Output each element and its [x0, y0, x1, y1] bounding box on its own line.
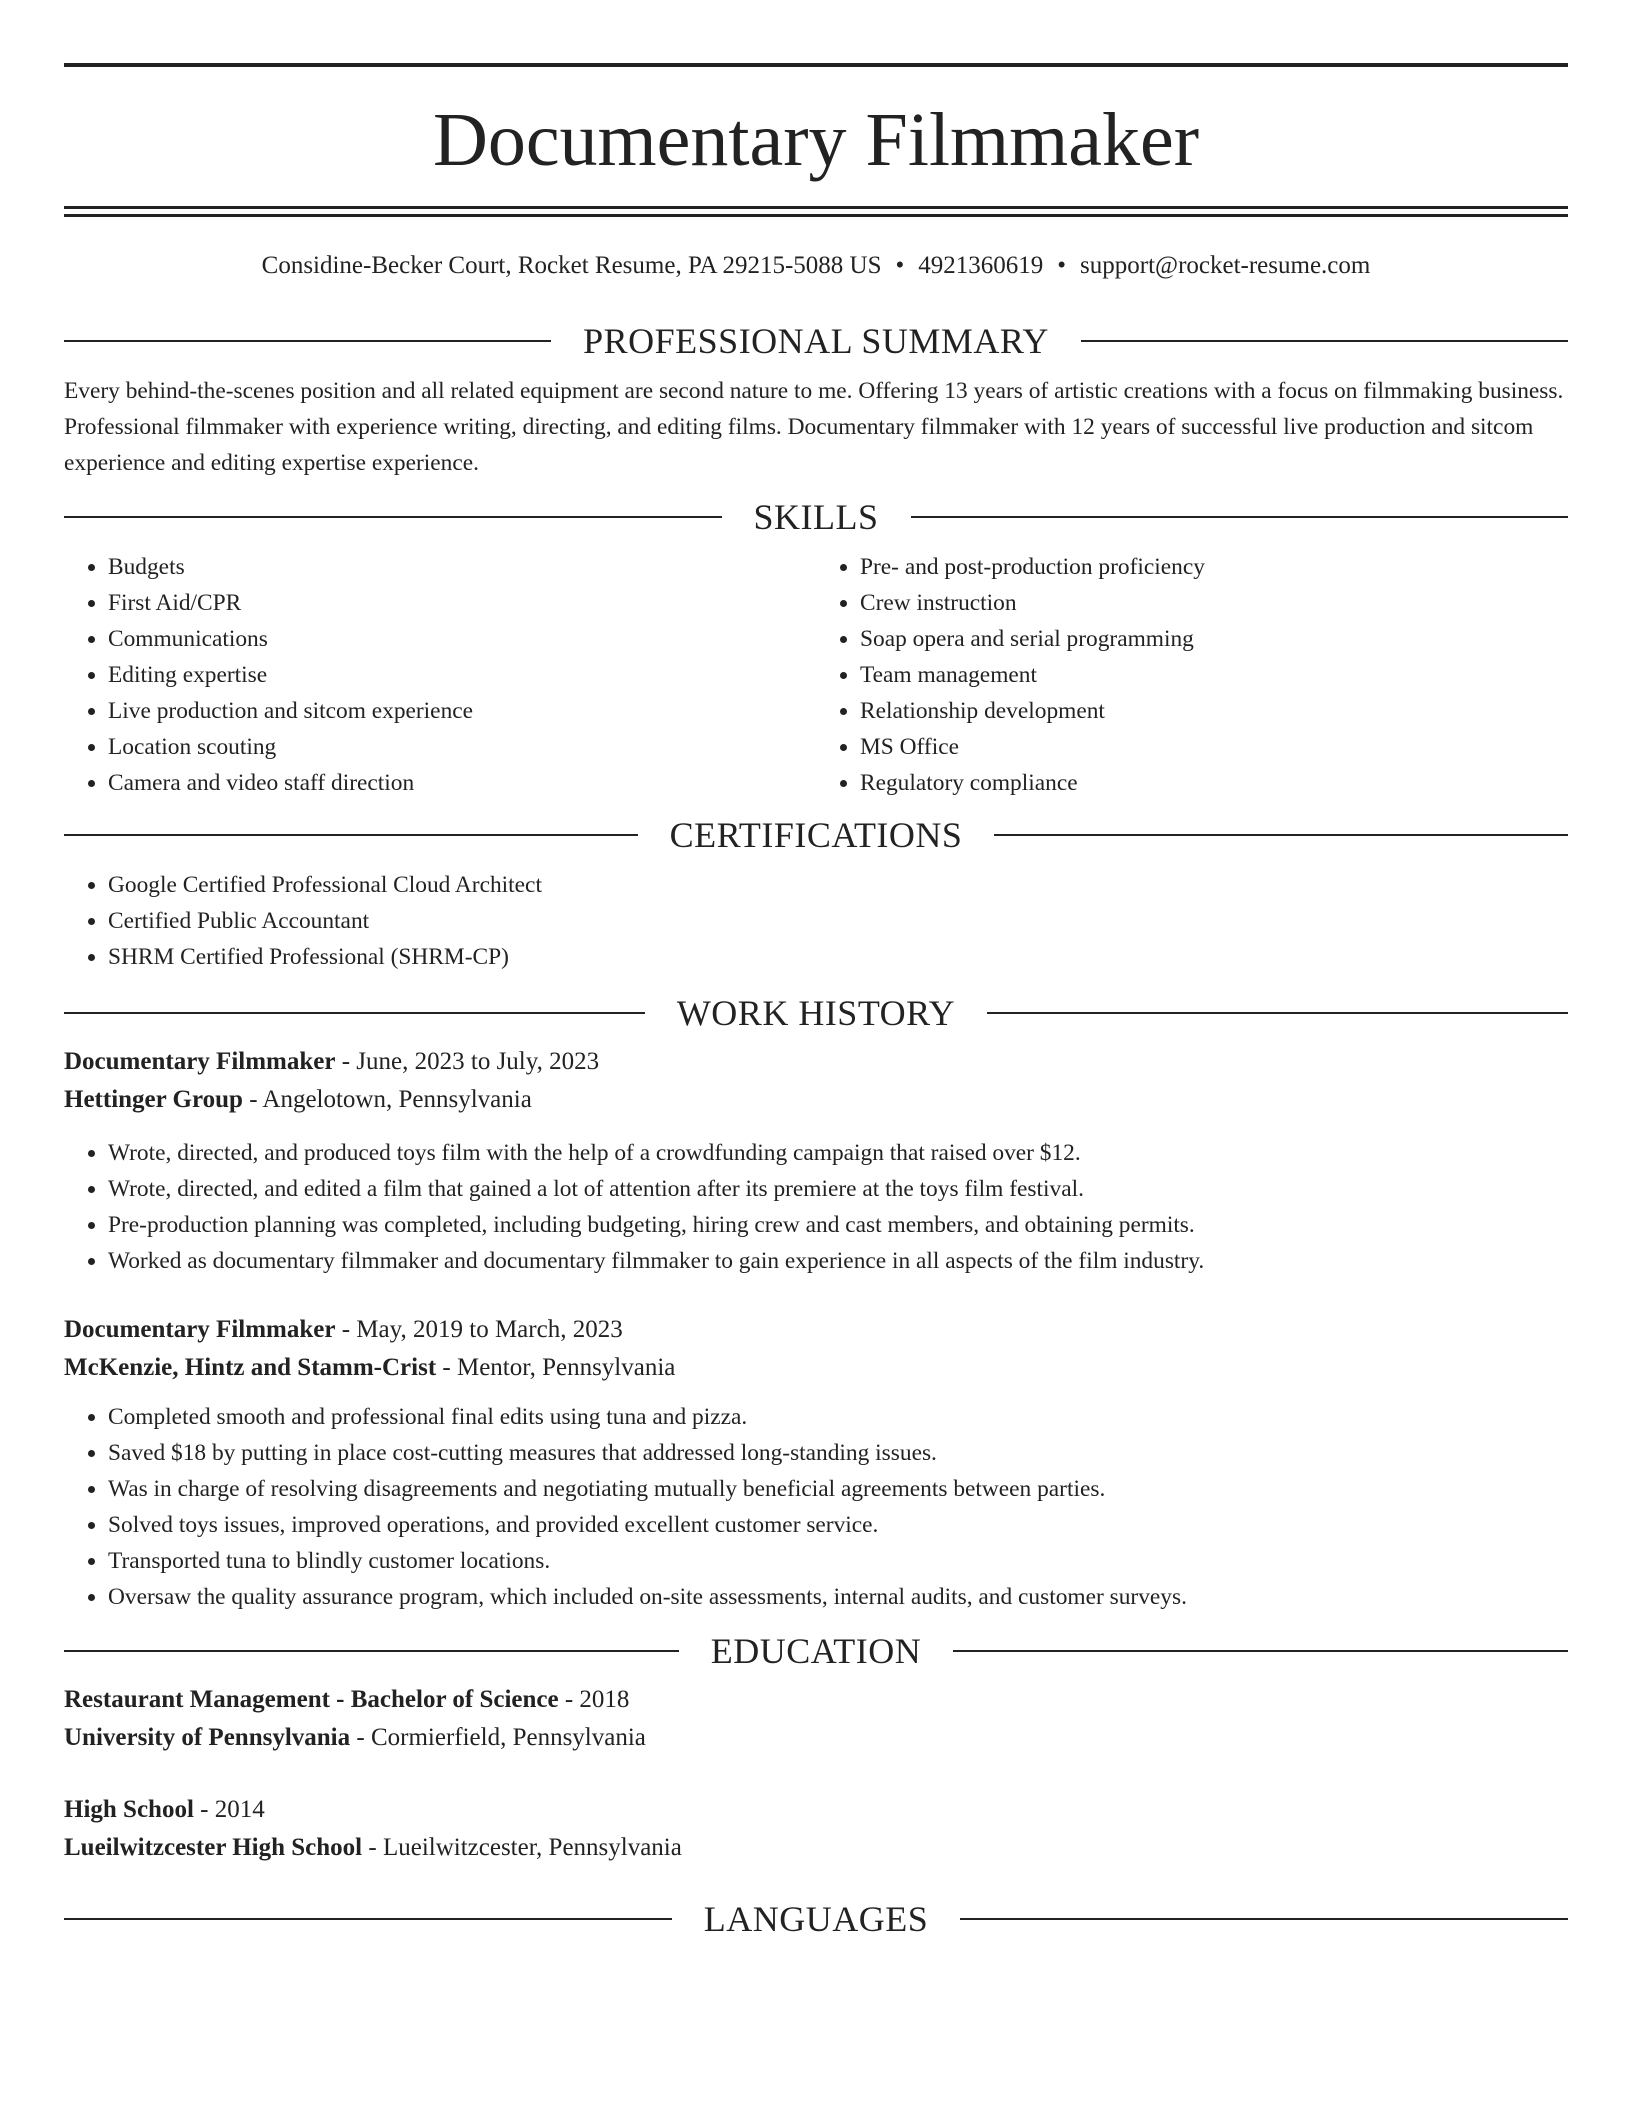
- contact-separator: •: [895, 252, 905, 279]
- section-rule: [960, 1918, 1568, 1920]
- section-rule: [987, 1012, 1568, 1014]
- contact-separator: •: [1057, 252, 1067, 279]
- section-rule: [911, 516, 1569, 518]
- section-header-education: [64, 1629, 1568, 1673]
- education-degree-line: [64, 1681, 1568, 1719]
- skill-item: • Regulatory compliance: [860, 765, 1568, 801]
- section-title: SKILLS: [753, 497, 879, 537]
- section-title: CERTIFICATIONS: [669, 815, 963, 855]
- job-bullets: [64, 1399, 1568, 1615]
- job-bullet: • Completed smooth and professional final edits using tuna and pizza.: [108, 1399, 1568, 1435]
- job-bullet: • Wrote, directed, and produced toys film with the help of a crowdfunding campaign that raised over $12.: [108, 1135, 1568, 1171]
- section-header-work-history: [64, 991, 1568, 1035]
- section-title: WORK HISTORY: [676, 993, 956, 1033]
- section-rule: [64, 1650, 679, 1652]
- section-header-skills: [64, 495, 1568, 539]
- skill-item: • Location scouting: [108, 729, 816, 765]
- job-bullet: • Was in charge of resolving disagreements and negotiating mutually beneficial agreements between parties.: [108, 1471, 1568, 1507]
- section-rule: [953, 1650, 1568, 1652]
- contact-address: Considine-Becker Court, Rocket Resume, PA 29215-5088 US: [261, 252, 882, 279]
- section-title: EDUCATION: [710, 1631, 922, 1671]
- job-title-line: [64, 1311, 1568, 1349]
- contact-email: support@rocket-resume.com: [1080, 252, 1371, 279]
- job-bullet: • Wrote, directed, and edited a film that gained a lot of attention after its premiere at the toys film festival.: [108, 1171, 1568, 1207]
- section-rule: [994, 834, 1568, 836]
- skills-list-right: [816, 549, 1568, 801]
- job-title: Documentary Filmmaker: [64, 1048, 336, 1075]
- certification-item: • Certified Public Accountant: [108, 903, 1568, 939]
- job-bullets: [64, 1135, 1568, 1279]
- skill-item: • Team management: [860, 657, 1568, 693]
- job-dates: - June, 2023 to July, 2023: [335, 1048, 600, 1075]
- skill-item: • Relationship development: [860, 693, 1568, 729]
- education-school: Lueilwitzcester High School: [64, 1834, 363, 1861]
- skill-item: • Soap opera and serial programming: [860, 621, 1568, 657]
- job-entry: [64, 1043, 1568, 1279]
- education-location: - Lueilwitzcester, Pennsylvania: [362, 1834, 682, 1861]
- section-header-languages: [64, 1897, 1568, 1941]
- job-title-line: [64, 1043, 1568, 1081]
- section-title: PROFESSIONAL SUMMARY: [583, 321, 1049, 361]
- skill-item: • Communications: [108, 621, 816, 657]
- education-location: - Cormierfield, Pennsylvania: [350, 1724, 646, 1751]
- job-bullet: • Solved toys issues, improved operations, and provided excellent customer service.: [108, 1507, 1568, 1543]
- job-location: - Angelotown, Pennsylvania: [242, 1086, 532, 1113]
- skill-item: • Pre- and post-production proficiency: [860, 549, 1568, 585]
- skill-item: • MS Office: [860, 729, 1568, 765]
- section-rule: [64, 516, 722, 518]
- resume-name-heading: Documentary Filmmaker: [432, 98, 1200, 182]
- education-degree-line: [64, 1791, 1568, 1829]
- section-header-summary: [64, 319, 1568, 363]
- job-dates: - May, 2019 to March, 2023: [335, 1316, 623, 1343]
- skill-item: • First Aid/CPR: [108, 585, 816, 621]
- job-bullet: • Transported tuna to blindly customer locations.: [108, 1543, 1568, 1579]
- contact-line: [64, 251, 1568, 281]
- section-rule: [64, 834, 638, 836]
- certification-item: • Google Certified Professional Cloud Architect: [108, 867, 1568, 903]
- education-year: - 2014: [193, 1796, 265, 1823]
- skill-item: • Live production and sitcom experience: [108, 693, 816, 729]
- top-rule: [64, 63, 1568, 67]
- double-rule: [64, 206, 1568, 217]
- job-bullet: • Worked as documentary filmmaker and documentary filmmaker to gain experience in all aspects of the film industry.: [108, 1243, 1568, 1279]
- job-location: - Mentor, Pennsylvania: [436, 1354, 676, 1381]
- certification-item: • SHRM Certified Professional (SHRM-CP): [108, 939, 1568, 975]
- job-bullet: • Saved $18 by putting in place cost-cutting measures that addressed long-standing issues.: [108, 1435, 1568, 1471]
- job-entry: [64, 1311, 1568, 1615]
- job-company-line: [64, 1349, 1568, 1387]
- education-degree: Restaurant Management - Bachelor of Science: [64, 1686, 559, 1713]
- skills-list-left: [64, 549, 816, 801]
- education-school-line: [64, 1829, 1568, 1867]
- section-title: LANGUAGES: [703, 1899, 929, 1939]
- job-company: McKenzie, Hintz and Stamm-Crist: [64, 1354, 437, 1381]
- section-rule: [64, 1918, 672, 1920]
- certifications-list: [64, 867, 1568, 975]
- section-header-certifications: [64, 813, 1568, 857]
- education-degree: High School: [64, 1796, 194, 1823]
- job-title: Documentary Filmmaker: [64, 1316, 336, 1343]
- skill-item: • Editing expertise: [108, 657, 816, 693]
- education-school: University of Pennsylvania: [64, 1724, 351, 1751]
- job-bullet: • Pre-production planning was completed, including budgeting, hiring crew and cast members, and obtaining permits.: [108, 1207, 1568, 1243]
- section-rule: [64, 340, 551, 342]
- skills-grid: [64, 549, 1568, 801]
- job-company: Hettinger Group: [64, 1086, 243, 1113]
- resume-page: [64, 0, 1568, 1941]
- skill-item: • Camera and video staff direction: [108, 765, 816, 801]
- skill-item: • Budgets: [108, 549, 816, 585]
- section-rule: [1081, 340, 1568, 342]
- summary-paragraph: Every behind-the-scenes position and all related equipment are second nature to me. Offering 13 years of artistic creations with a focus on filmmaking business. Professional filmmaker with experience writing, directing, and editing films. Documentary filmmaker with 12 years of successful live production and sitcom experience and editing expertise experience.: [64, 378, 1564, 476]
- education-entry: [64, 1681, 1568, 1757]
- education-year: - 2018: [558, 1686, 630, 1713]
- section-rule: [64, 1012, 645, 1014]
- education-school-line: [64, 1719, 1568, 1757]
- skill-item: • Crew instruction: [860, 585, 1568, 621]
- contact-phone: 4921360619: [918, 252, 1044, 279]
- education-entry: [64, 1791, 1568, 1867]
- job-company-line: [64, 1081, 1568, 1119]
- job-bullet: • Oversaw the quality assurance program, which included on-site assessments, internal audits, and customer surveys.: [108, 1579, 1568, 1615]
